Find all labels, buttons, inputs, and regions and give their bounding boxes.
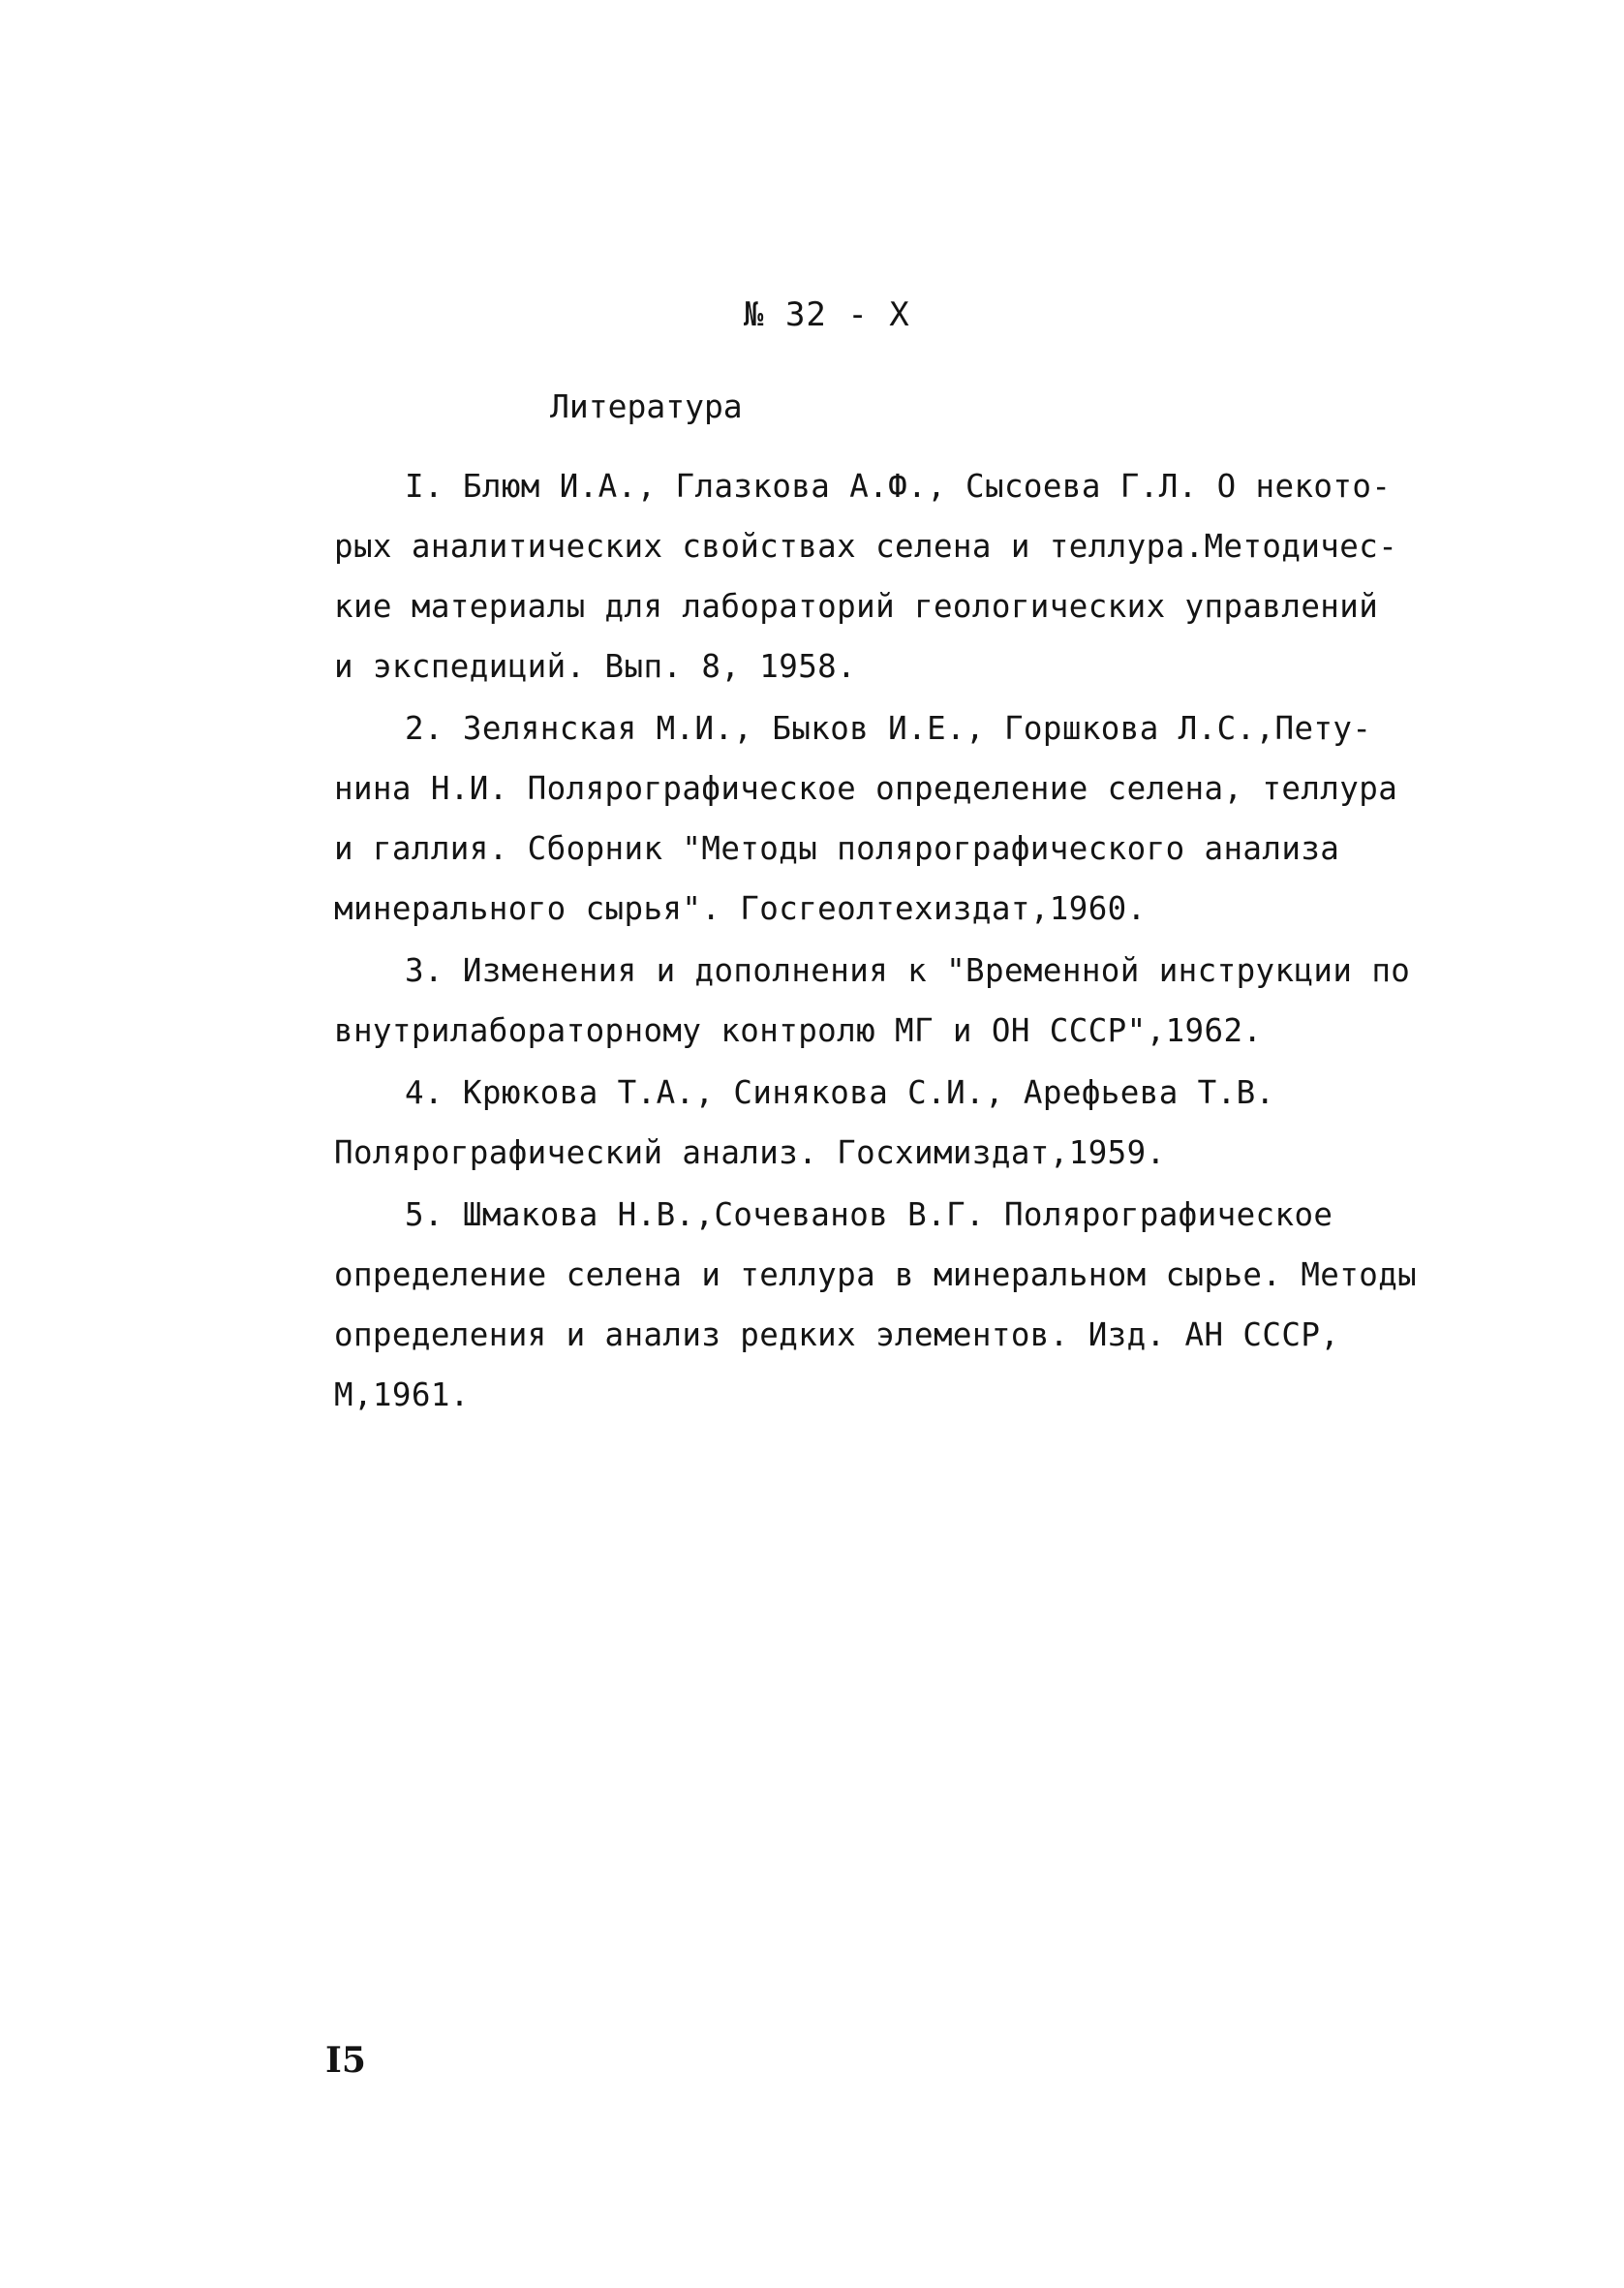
reference-line: и экспедиций. Вып. 8, 1958. bbox=[334, 648, 857, 685]
reference-line: определение селена и теллура в минеральном сырье. Методы bbox=[334, 1256, 1418, 1293]
reference-line: 2. Зелянская М.И., Быков И.Е., Горшкова Л.С.,Пету- bbox=[405, 710, 1372, 747]
reference-line: 5. Шмакова Н.В.,Сочеванов В.Г. Полярографическое bbox=[405, 1196, 1333, 1233]
section-title: Литература bbox=[550, 387, 743, 425]
reference-line: I. Блюм И.А., Глазкова А.Ф., Сысоева Г.Л. О некото- bbox=[405, 468, 1392, 505]
reference-line: Полярографический анализ. Госхимиздат,1959. bbox=[334, 1134, 1166, 1171]
reference-line: рых аналитических свойствах селена и теллура.Методичес- bbox=[334, 528, 1398, 565]
reference-line: нина Н.И. Полярографическое определение селена, теллура bbox=[334, 770, 1398, 807]
reference-line: М,1961. bbox=[334, 1376, 470, 1413]
reference-line: определения и анализ редких элементов. Изд. АН СССР, bbox=[334, 1316, 1340, 1353]
reference-line: минерального сырья". Госгеолтехиздат,1960. bbox=[334, 890, 1147, 927]
reference-line: кие материалы для лабораторий геологических управлений bbox=[334, 588, 1379, 625]
document-number: № 32 - Х bbox=[744, 295, 910, 334]
page-number: I5 bbox=[325, 2040, 366, 2081]
reference-line: внутрилабораторному контролю МГ и ОН СССР",1962. bbox=[334, 1012, 1263, 1049]
reference-line: 3. Изменения и дополнения к "Временной инструкции по bbox=[405, 952, 1411, 989]
reference-line: 4. Крюкова Т.А., Синякова С.И., Арефьева Т.В. bbox=[405, 1074, 1275, 1111]
reference-line: и галлия. Сборник "Методы полярографического анализа bbox=[334, 830, 1340, 867]
